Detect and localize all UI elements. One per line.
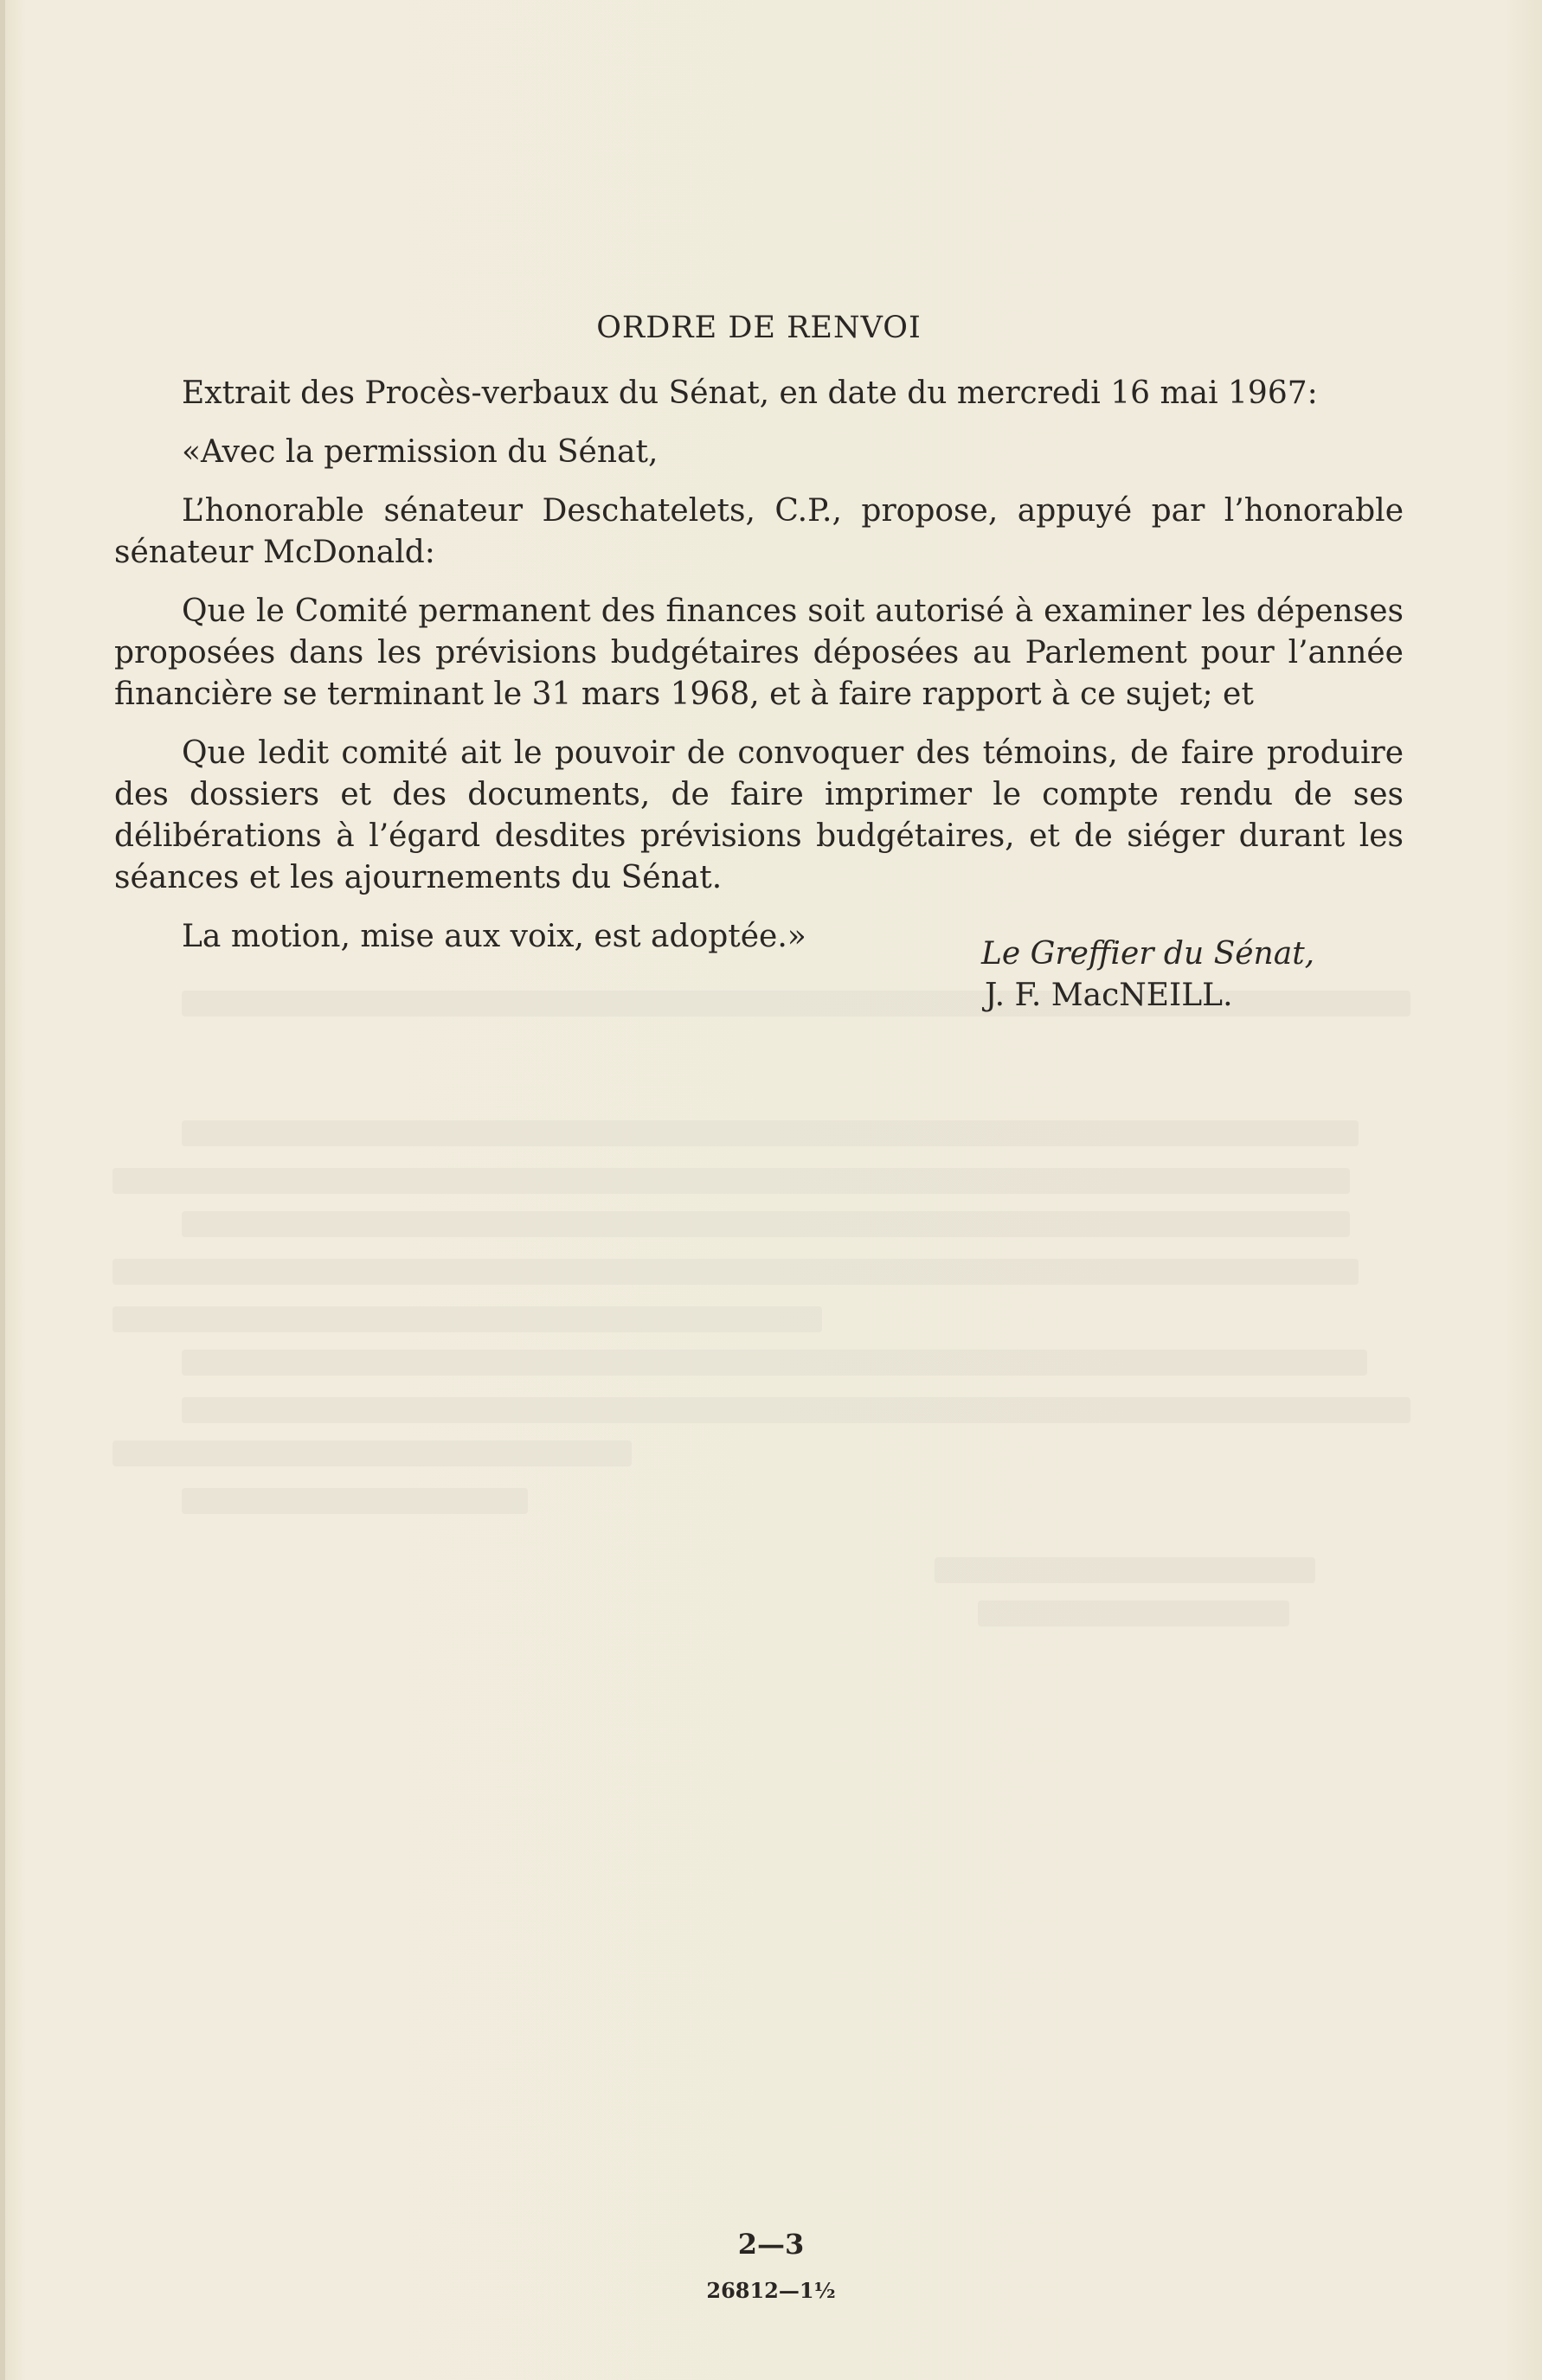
bleed-through-line bbox=[112, 1259, 1359, 1285]
page-number: 2—3 bbox=[737, 2228, 805, 2261]
paragraph-committee-powers: Que ledit comité ait le pouvoir de convoquer des témoins, de faire produire des dossiers et des documents, de faire imprimer le compte rendu de ses délibérations à l’égard desdites prévisions budgétaires, et de siéger durant les séances et les ajournements du Sénat. bbox=[114, 735, 1404, 895]
bleed-through-line bbox=[112, 1306, 822, 1332]
paragraph-motion-mover: L’honorable sénateur Deschatelets, C.P., propose, appuyé par l’honorable sénateur McDonald: bbox=[114, 493, 1404, 570]
bleed-through-line bbox=[935, 1557, 1315, 1583]
paragraph-motion-adopted: La motion, mise aux voix, est adoptée.» bbox=[182, 919, 806, 954]
bleed-through-line bbox=[182, 1120, 1359, 1146]
bleed-through-line bbox=[182, 1350, 1367, 1376]
document-body bbox=[114, 307, 1404, 1013]
bleed-through-line bbox=[978, 1601, 1289, 1626]
bleed-through-line bbox=[182, 1211, 1350, 1237]
document-heading: ORDRE DE RENVOI bbox=[596, 311, 922, 345]
bleed-through-line bbox=[112, 1168, 1350, 1194]
bleed-through-line bbox=[112, 1440, 632, 1466]
bleed-through-line bbox=[182, 1488, 528, 1514]
signature-title: Le Greffier du Sénat, bbox=[981, 936, 1315, 972]
bleed-through-line bbox=[182, 1397, 1410, 1423]
page-edge bbox=[0, 0, 5, 2380]
print-code: 26812—1½ bbox=[706, 2278, 836, 2303]
signature-name: J. F. MacNEILL. bbox=[985, 978, 1233, 1013]
paragraph-extract: Extrait des Procès-verbaux du Sénat, en date du mercredi 16 mai 1967: bbox=[182, 375, 1318, 411]
paragraph-committee-mandate: Que le Comité permanent des finances soit autorisé à examiner les dépenses proposées dans les prévisions budgétaires déposées au Parlement pour l’année financière se terminant le 31 mars 1968, et à faire rapport à ce sujet; et bbox=[114, 593, 1404, 712]
paragraph-permission: «Avec la permission du Sénat, bbox=[182, 434, 659, 470]
